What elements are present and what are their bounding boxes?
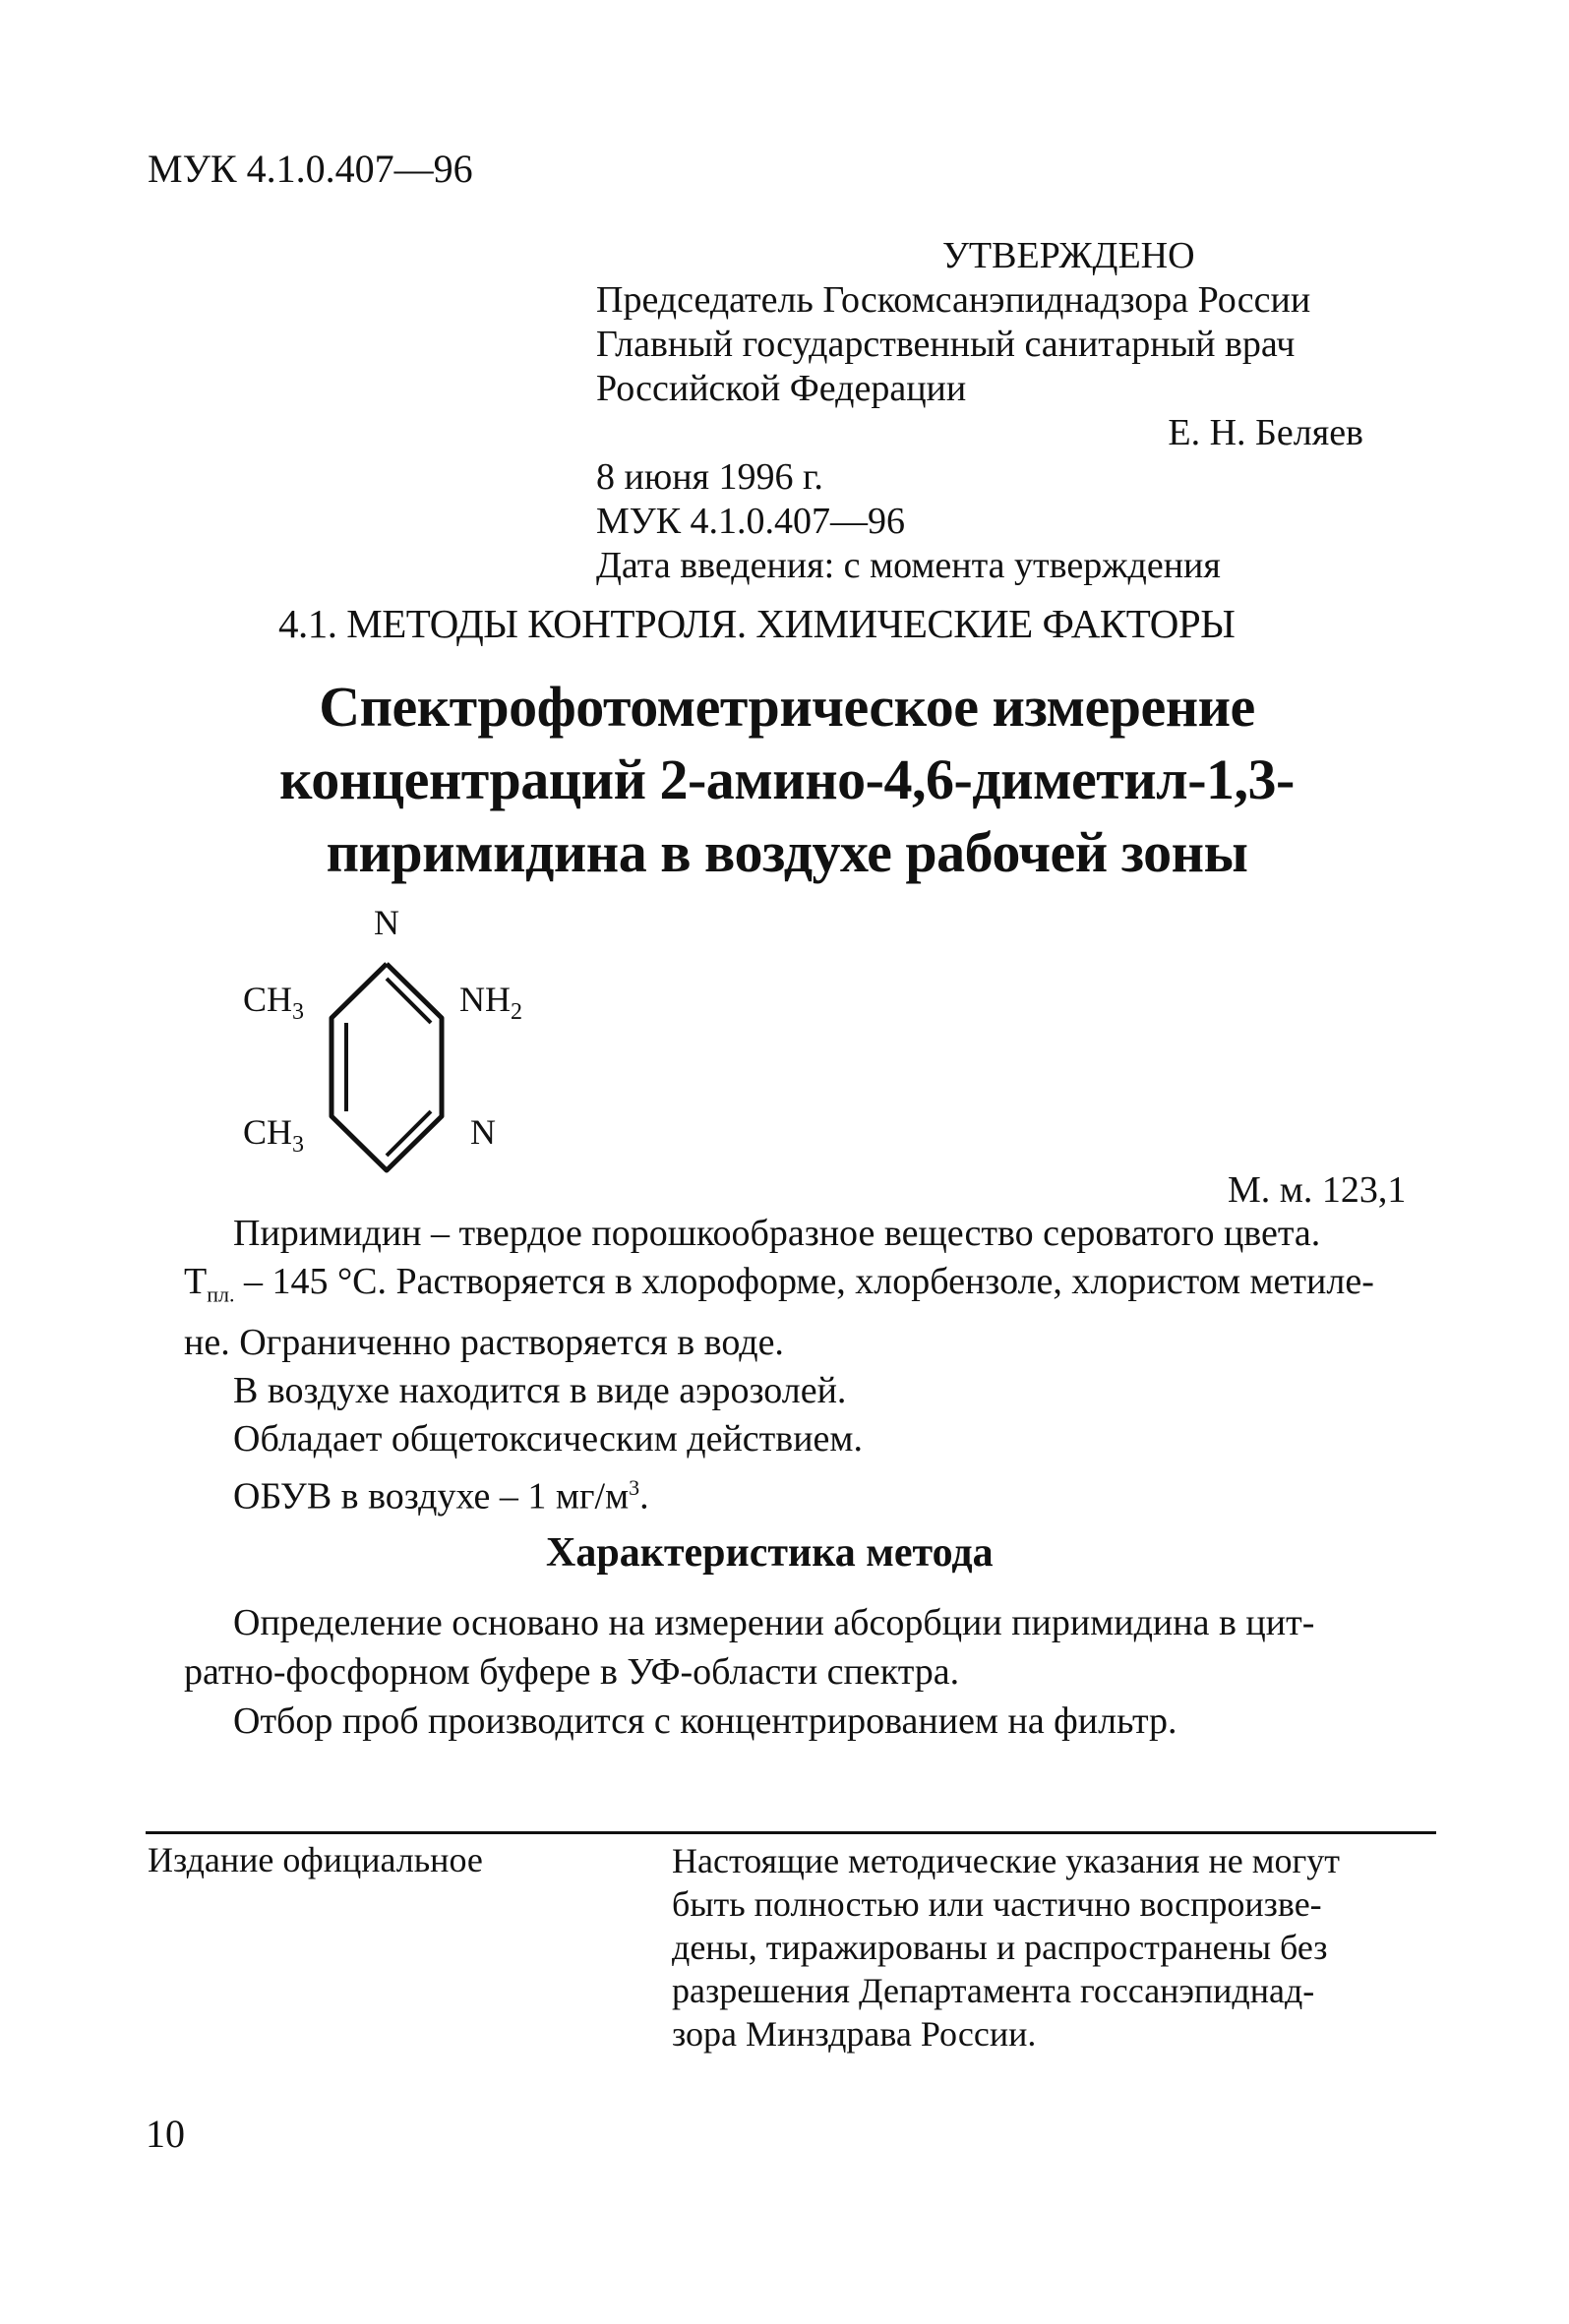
document-title: [216, 671, 1358, 889]
edition-label: Издание официальное: [148, 1840, 483, 1879]
copyright-line4: разрешения Департамента госсанэпиднад-: [672, 1971, 1315, 2010]
copyright-line2: быть полностью или частично воспроизве-: [672, 1884, 1322, 1924]
description-line3: не. Ограниченно растворяется в воде.: [184, 1321, 784, 1363]
method-sampling: Отбор проб производится с концентрированием на фильтр.: [233, 1700, 1177, 1742]
introduction-date: Дата введения: с момента утверждения: [596, 545, 1221, 586]
method-heading: Характеристика метода: [546, 1530, 994, 1576]
nitrogen-top-label: N: [374, 903, 399, 942]
copyright-line3: дены, тиражированы и распространены без: [672, 1928, 1328, 1967]
document-code: МУК 4.1.0.407—96: [148, 147, 473, 191]
pyrimidine-ring: [332, 964, 442, 1170]
approver-title-line3: Российской Федерации: [596, 368, 967, 409]
title-line1: Спектрофотометрическое измерение: [319, 675, 1255, 739]
substance-description: [184, 1210, 1438, 1520]
copyright-notice: [672, 1839, 1419, 2056]
signatory-name: Е. Н. Беляев: [1168, 412, 1363, 453]
copyright-line5: зора Минздрава России.: [672, 2014, 1037, 2054]
structural-formula: [221, 890, 634, 1185]
footer-divider: [146, 1831, 1436, 1834]
approval-block: [596, 234, 1383, 588]
title-line2: концентраций 2-амино-4,6-диметил-1,3-: [279, 747, 1295, 811]
approver-title-line1: Председатель Госкомсанэпиднадзора России: [596, 279, 1311, 321]
approval-date: 8 июня 1996 г.: [596, 456, 823, 498]
page-number: 10: [146, 2112, 185, 2156]
method-line2: ратно-фосфорном буфере в УФ-области спектра.: [184, 1651, 960, 1693]
title-line3: пиримидина в воздухе рабочей зоны: [326, 820, 1248, 884]
amino-group-label: $NH_2$: [459, 980, 522, 1025]
section-heading: 4.1. МЕТОДЫ КОНТРОЛЯ. ХИМИЧЕСКИЕ ФАКТОРЫ: [278, 601, 1236, 646]
method-description: [184, 1598, 1438, 1746]
approved-label: УТВЕРЖДЕНО: [942, 235, 1195, 276]
method-line1: Определение основано на измерении абсорбции пиримидина в цит-: [233, 1602, 1315, 1643]
molar-mass: М. м. 123,1: [1228, 1169, 1407, 1211]
nitrogen-bottom-label: N: [470, 1112, 496, 1152]
copyright-line1: Настоящие методические указания не могут: [672, 1841, 1341, 1880]
description-toxicity: Обладает общетоксическим действием.: [233, 1417, 863, 1460]
approval-doc-code: МУК 4.1.0.407—96: [596, 501, 906, 542]
methyl-top-label: $CH_3$: [243, 980, 305, 1025]
description-line2: $Т_{пл.} - 145$ °С. Растворяется в хлороформе, хлорбензоле, хлористом метиле-: [184, 1261, 1374, 1307]
description-line1: Пиримидин – твердое порошкообразное вещество сероватого цвета.: [233, 1213, 1321, 1254]
approver-title-line2: Главный государственный санитарный врач: [596, 324, 1296, 365]
methyl-bottom-label: $CH_3$: [243, 1112, 305, 1158]
description-limit: ОБУВ в воздухе – 1 $мг/м^3$.: [233, 1474, 649, 1518]
description-aerosol: В воздухе находится в виде аэрозолей.: [233, 1369, 847, 1411]
